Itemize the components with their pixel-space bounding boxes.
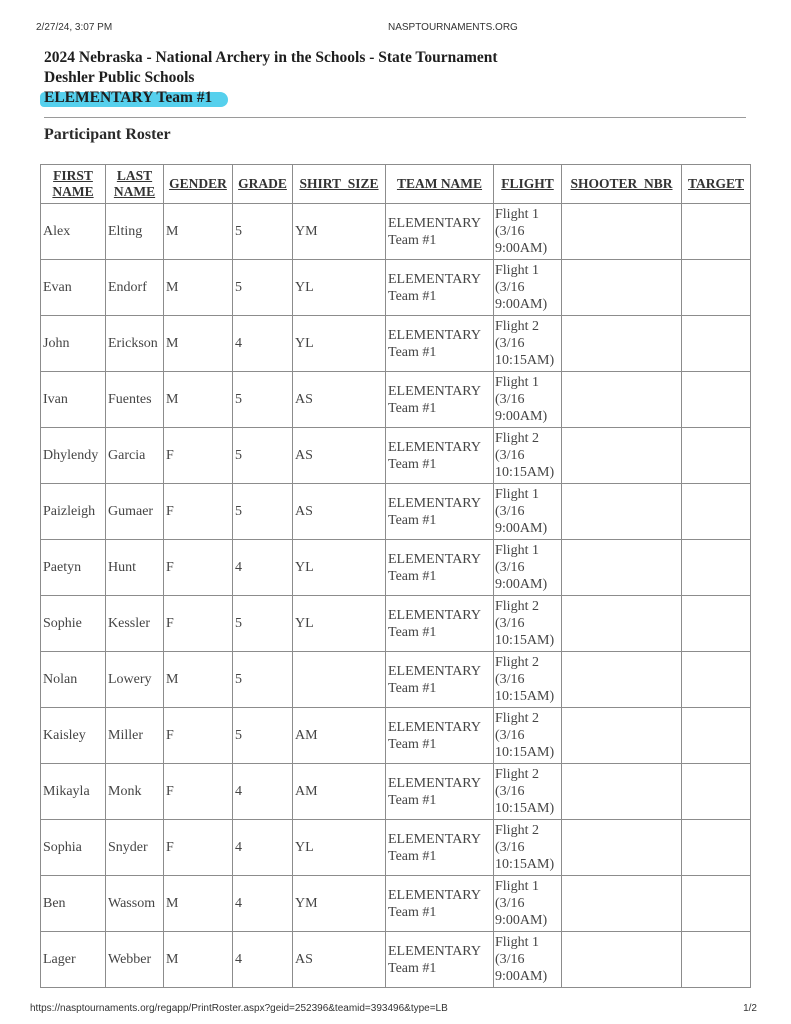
cell-last-name: Snyder <box>106 820 164 876</box>
cell-team-name <box>386 316 494 372</box>
cell-last-name: Monk <box>106 764 164 820</box>
column-header-grade <box>233 165 293 204</box>
cell-target <box>682 596 751 652</box>
table-row <box>41 652 751 708</box>
school-name: Deshler Public Schools <box>44 69 195 86</box>
team-name-line: ELEMENTARY <box>388 831 481 847</box>
cell-first-name: Dhylendy <box>41 428 106 484</box>
column-header-label: LAST <box>116 168 153 183</box>
cell-last-name: Lowery <box>106 652 164 708</box>
table-header-row <box>41 165 751 204</box>
cell-gender: M <box>164 204 233 260</box>
flight-line: (3/16 <box>495 840 525 855</box>
cell-gender: M <box>164 876 233 932</box>
table-row <box>41 932 751 988</box>
cell-flight <box>494 372 562 428</box>
flight-line: (3/16 <box>495 784 525 799</box>
cell-flight <box>494 876 562 932</box>
flight-line: 9:00AM) <box>495 913 548 928</box>
column-header-gender <box>164 165 233 204</box>
event-title: 2024 Nebraska - National Archery in the Schools - State Tournament <box>44 49 498 66</box>
flight-line: 10:15AM) <box>495 465 555 480</box>
cell-shirt-size: AM <box>293 764 386 820</box>
team-name-line: Team #1 <box>388 792 437 808</box>
column-header-label: TEAM NAME <box>396 176 483 191</box>
table-row <box>41 876 751 932</box>
flight-line: Flight 1 <box>495 487 539 502</box>
team-name-line: Team #1 <box>388 456 437 472</box>
cell-first-name: Ivan <box>41 372 106 428</box>
team-name-line: Team #1 <box>388 904 437 920</box>
team-name-line: Team #1 <box>388 344 437 360</box>
table-row <box>41 764 751 820</box>
team-name-line: ELEMENTARY <box>388 607 481 623</box>
cell-shooter-nbr <box>562 428 682 484</box>
flight-line: Flight 1 <box>495 375 539 390</box>
cell-gender: M <box>164 372 233 428</box>
flight-line: 10:15AM) <box>495 745 555 760</box>
cell-target <box>682 540 751 596</box>
team-name-line: Team #1 <box>388 288 437 304</box>
cell-grade: 5 <box>233 484 293 540</box>
flight-line: 9:00AM) <box>495 969 548 984</box>
table-row <box>41 372 751 428</box>
cell-flight <box>494 820 562 876</box>
team-name-line: ELEMENTARY <box>388 775 481 791</box>
column-header-label: GENDER <box>169 176 227 191</box>
flight-line: Flight 1 <box>495 207 539 222</box>
cell-flight <box>494 540 562 596</box>
team-name-line: ELEMENTARY <box>388 439 481 455</box>
cell-gender: M <box>164 260 233 316</box>
team-name-line: Team #1 <box>388 736 437 752</box>
flight-line: (3/16 <box>495 560 525 575</box>
print-site-name: NASPTOURNAMENTS.ORG <box>388 22 518 33</box>
column-header-label: TARGET <box>687 176 744 191</box>
section-title: Participant Roster <box>44 126 171 143</box>
cell-team-name <box>386 484 494 540</box>
cell-shirt-size: YM <box>293 876 386 932</box>
team-name: ELEMENTARY Team #1 <box>44 89 213 106</box>
flight-line: Flight 1 <box>495 879 539 894</box>
cell-first-name: Alex <box>41 204 106 260</box>
cell-team-name <box>386 372 494 428</box>
flight-line: 9:00AM) <box>495 409 548 424</box>
table-row <box>41 484 751 540</box>
cell-gender: F <box>164 820 233 876</box>
cell-grade: 5 <box>233 260 293 316</box>
table-row <box>41 708 751 764</box>
team-name-line: ELEMENTARY <box>388 271 481 287</box>
participant-roster-table <box>40 164 751 988</box>
team-name-line: ELEMENTARY <box>388 495 481 511</box>
cell-gender: M <box>164 932 233 988</box>
column-header-label: SHOOTER_NBR <box>570 176 673 191</box>
cell-target <box>682 764 751 820</box>
flight-line: (3/16 <box>495 952 525 967</box>
flight-line: (3/16 <box>495 672 525 687</box>
cell-last-name: Gumaer <box>106 484 164 540</box>
cell-flight <box>494 596 562 652</box>
page-number: 1/2 <box>743 1003 757 1014</box>
flight-line: 10:15AM) <box>495 633 555 648</box>
column-header-first <box>41 165 106 204</box>
column-header-shooter <box>562 165 682 204</box>
column-header-last <box>106 165 164 204</box>
cell-last-name: Erickson <box>106 316 164 372</box>
table-row <box>41 540 751 596</box>
cell-last-name: Fuentes <box>106 372 164 428</box>
cell-flight <box>494 260 562 316</box>
cell-first-name: Evan <box>41 260 106 316</box>
cell-shooter-nbr <box>562 652 682 708</box>
cell-grade: 4 <box>233 316 293 372</box>
cell-team-name <box>386 540 494 596</box>
team-name-line: Team #1 <box>388 624 437 640</box>
cell-first-name: Lager <box>41 932 106 988</box>
flight-line: (3/16 <box>495 280 525 295</box>
flight-line: 10:15AM) <box>495 801 555 816</box>
flight-line: Flight 2 <box>495 655 539 670</box>
flight-line: Flight 1 <box>495 935 539 950</box>
print-timestamp: 2/27/24, 3:07 PM <box>36 22 113 33</box>
cell-shirt-size: AM <box>293 708 386 764</box>
cell-shirt-size: AS <box>293 932 386 988</box>
flight-line: (3/16 <box>495 336 525 351</box>
flight-line: Flight 1 <box>495 263 539 278</box>
cell-team-name <box>386 820 494 876</box>
cell-first-name: Sophia <box>41 820 106 876</box>
cell-target <box>682 652 751 708</box>
cell-gender: F <box>164 764 233 820</box>
cell-grade: 5 <box>233 372 293 428</box>
flight-line: (3/16 <box>495 392 525 407</box>
cell-flight <box>494 764 562 820</box>
column-header-shirt <box>293 165 386 204</box>
team-name-line: Team #1 <box>388 680 437 696</box>
flight-line: Flight 2 <box>495 319 539 334</box>
table-row <box>41 820 751 876</box>
flight-line: Flight 1 <box>495 543 539 558</box>
cell-grade: 5 <box>233 596 293 652</box>
cell-shooter-nbr <box>562 484 682 540</box>
cell-shooter-nbr <box>562 596 682 652</box>
cell-shirt-size: YL <box>293 596 386 652</box>
cell-shirt-size <box>293 652 386 708</box>
cell-grade: 5 <box>233 428 293 484</box>
team-name-line: Team #1 <box>388 400 437 416</box>
cell-flight <box>494 204 562 260</box>
cell-team-name <box>386 876 494 932</box>
cell-flight <box>494 484 562 540</box>
cell-target <box>682 260 751 316</box>
team-name-highlighted <box>44 88 228 108</box>
cell-grade: 5 <box>233 204 293 260</box>
cell-target <box>682 428 751 484</box>
cell-gender: F <box>164 540 233 596</box>
cell-gender: F <box>164 428 233 484</box>
cell-grade: 4 <box>233 540 293 596</box>
team-name-line: ELEMENTARY <box>388 383 481 399</box>
cell-last-name: Miller <box>106 708 164 764</box>
flight-line: 10:15AM) <box>495 857 555 872</box>
cell-shooter-nbr <box>562 316 682 372</box>
table-row <box>41 316 751 372</box>
flight-line: (3/16 <box>495 896 525 911</box>
cell-grade: 4 <box>233 820 293 876</box>
cell-shirt-size: YM <box>293 204 386 260</box>
cell-first-name: Paetyn <box>41 540 106 596</box>
cell-gender: M <box>164 316 233 372</box>
cell-target <box>682 876 751 932</box>
team-name-line: ELEMENTARY <box>388 887 481 903</box>
flight-line: 10:15AM) <box>495 689 555 704</box>
cell-first-name: John <box>41 316 106 372</box>
team-name-line: ELEMENTARY <box>388 551 481 567</box>
cell-shooter-nbr <box>562 708 682 764</box>
table-row <box>41 260 751 316</box>
column-header-label: FLIGHT <box>501 176 554 191</box>
cell-target <box>682 708 751 764</box>
cell-flight <box>494 316 562 372</box>
column-header-team <box>386 165 494 204</box>
cell-flight <box>494 428 562 484</box>
cell-gender: F <box>164 596 233 652</box>
flight-line: 10:15AM) <box>495 353 555 368</box>
flight-line: Flight 2 <box>495 431 539 446</box>
cell-gender: F <box>164 484 233 540</box>
cell-shooter-nbr <box>562 876 682 932</box>
cell-last-name: Hunt <box>106 540 164 596</box>
team-name-line: Team #1 <box>388 512 437 528</box>
flight-line: Flight 2 <box>495 711 539 726</box>
cell-shirt-size: YL <box>293 260 386 316</box>
cell-shirt-size: AS <box>293 372 386 428</box>
cell-first-name: Kaisley <box>41 708 106 764</box>
cell-team-name <box>386 652 494 708</box>
cell-grade: 5 <box>233 708 293 764</box>
table-body <box>41 204 751 988</box>
table-row <box>41 204 751 260</box>
table-row <box>41 428 751 484</box>
column-header-label: FIRST <box>53 168 93 183</box>
cell-shirt-size: YL <box>293 316 386 372</box>
cell-flight <box>494 652 562 708</box>
cell-shooter-nbr <box>562 820 682 876</box>
flight-line: 9:00AM) <box>495 521 548 536</box>
flight-line: (3/16 <box>495 728 525 743</box>
cell-shooter-nbr <box>562 540 682 596</box>
flight-line: Flight 2 <box>495 767 539 782</box>
cell-target <box>682 316 751 372</box>
team-name-line: ELEMENTARY <box>388 663 481 679</box>
team-name-line: ELEMENTARY <box>388 215 481 231</box>
cell-team-name <box>386 428 494 484</box>
column-header-label: NAME <box>113 184 156 199</box>
cell-grade: 4 <box>233 764 293 820</box>
cell-first-name: Sophie <box>41 596 106 652</box>
column-header-label: GRADE <box>238 176 287 191</box>
team-name-line: Team #1 <box>388 960 437 976</box>
cell-last-name: Kessler <box>106 596 164 652</box>
team-name-line: Team #1 <box>388 232 437 248</box>
team-name-line: Team #1 <box>388 848 437 864</box>
cell-shooter-nbr <box>562 260 682 316</box>
cell-target <box>682 484 751 540</box>
flight-line: Flight 2 <box>495 823 539 838</box>
flight-line: 9:00AM) <box>495 577 548 592</box>
cell-target <box>682 820 751 876</box>
cell-shirt-size: YL <box>293 540 386 596</box>
cell-shooter-nbr <box>562 204 682 260</box>
cell-last-name: Elting <box>106 204 164 260</box>
cell-shooter-nbr <box>562 372 682 428</box>
heading-divider <box>44 117 746 118</box>
cell-first-name: Paizleigh <box>41 484 106 540</box>
print-url: https://nasptournaments.org/regapp/PrintRoster.aspx?geid=252396&teamid=393496&type=LB <box>30 1003 448 1014</box>
column-header-target <box>682 165 751 204</box>
cell-first-name: Mikayla <box>41 764 106 820</box>
cell-team-name <box>386 204 494 260</box>
cell-shooter-nbr <box>562 932 682 988</box>
team-name-line: ELEMENTARY <box>388 719 481 735</box>
cell-flight <box>494 708 562 764</box>
cell-shooter-nbr <box>562 764 682 820</box>
cell-last-name: Endorf <box>106 260 164 316</box>
flight-line: (3/16 <box>495 448 525 463</box>
cell-shirt-size: AS <box>293 428 386 484</box>
cell-last-name: Wassom <box>106 876 164 932</box>
cell-first-name: Ben <box>41 876 106 932</box>
cell-target <box>682 372 751 428</box>
cell-team-name <box>386 260 494 316</box>
team-name-line: ELEMENTARY <box>388 943 481 959</box>
cell-flight <box>494 932 562 988</box>
flight-line: (3/16 <box>495 504 525 519</box>
cell-last-name: Webber <box>106 932 164 988</box>
cell-grade: 4 <box>233 932 293 988</box>
table-row <box>41 596 751 652</box>
cell-grade: 5 <box>233 652 293 708</box>
cell-first-name: Nolan <box>41 652 106 708</box>
team-name-line: Team #1 <box>388 568 437 584</box>
flight-line: 9:00AM) <box>495 241 548 256</box>
flight-line: (3/16 <box>495 224 525 239</box>
cell-last-name: Garcia <box>106 428 164 484</box>
team-name-line: ELEMENTARY <box>388 327 481 343</box>
cell-grade: 4 <box>233 876 293 932</box>
cell-gender: M <box>164 652 233 708</box>
cell-team-name <box>386 932 494 988</box>
cell-gender: F <box>164 708 233 764</box>
column-header-label: SHIRT_SIZE <box>299 176 379 191</box>
flight-line: Flight 2 <box>495 599 539 614</box>
column-header-label: NAME <box>52 184 94 199</box>
cell-team-name <box>386 764 494 820</box>
column-header-flight <box>494 165 562 204</box>
cell-team-name <box>386 708 494 764</box>
cell-shirt-size: AS <box>293 484 386 540</box>
flight-line: (3/16 <box>495 616 525 631</box>
cell-team-name <box>386 596 494 652</box>
cell-target <box>682 204 751 260</box>
flight-line: 9:00AM) <box>495 297 548 312</box>
roster-heading <box>44 48 498 108</box>
cell-shirt-size: YL <box>293 820 386 876</box>
cell-target <box>682 932 751 988</box>
